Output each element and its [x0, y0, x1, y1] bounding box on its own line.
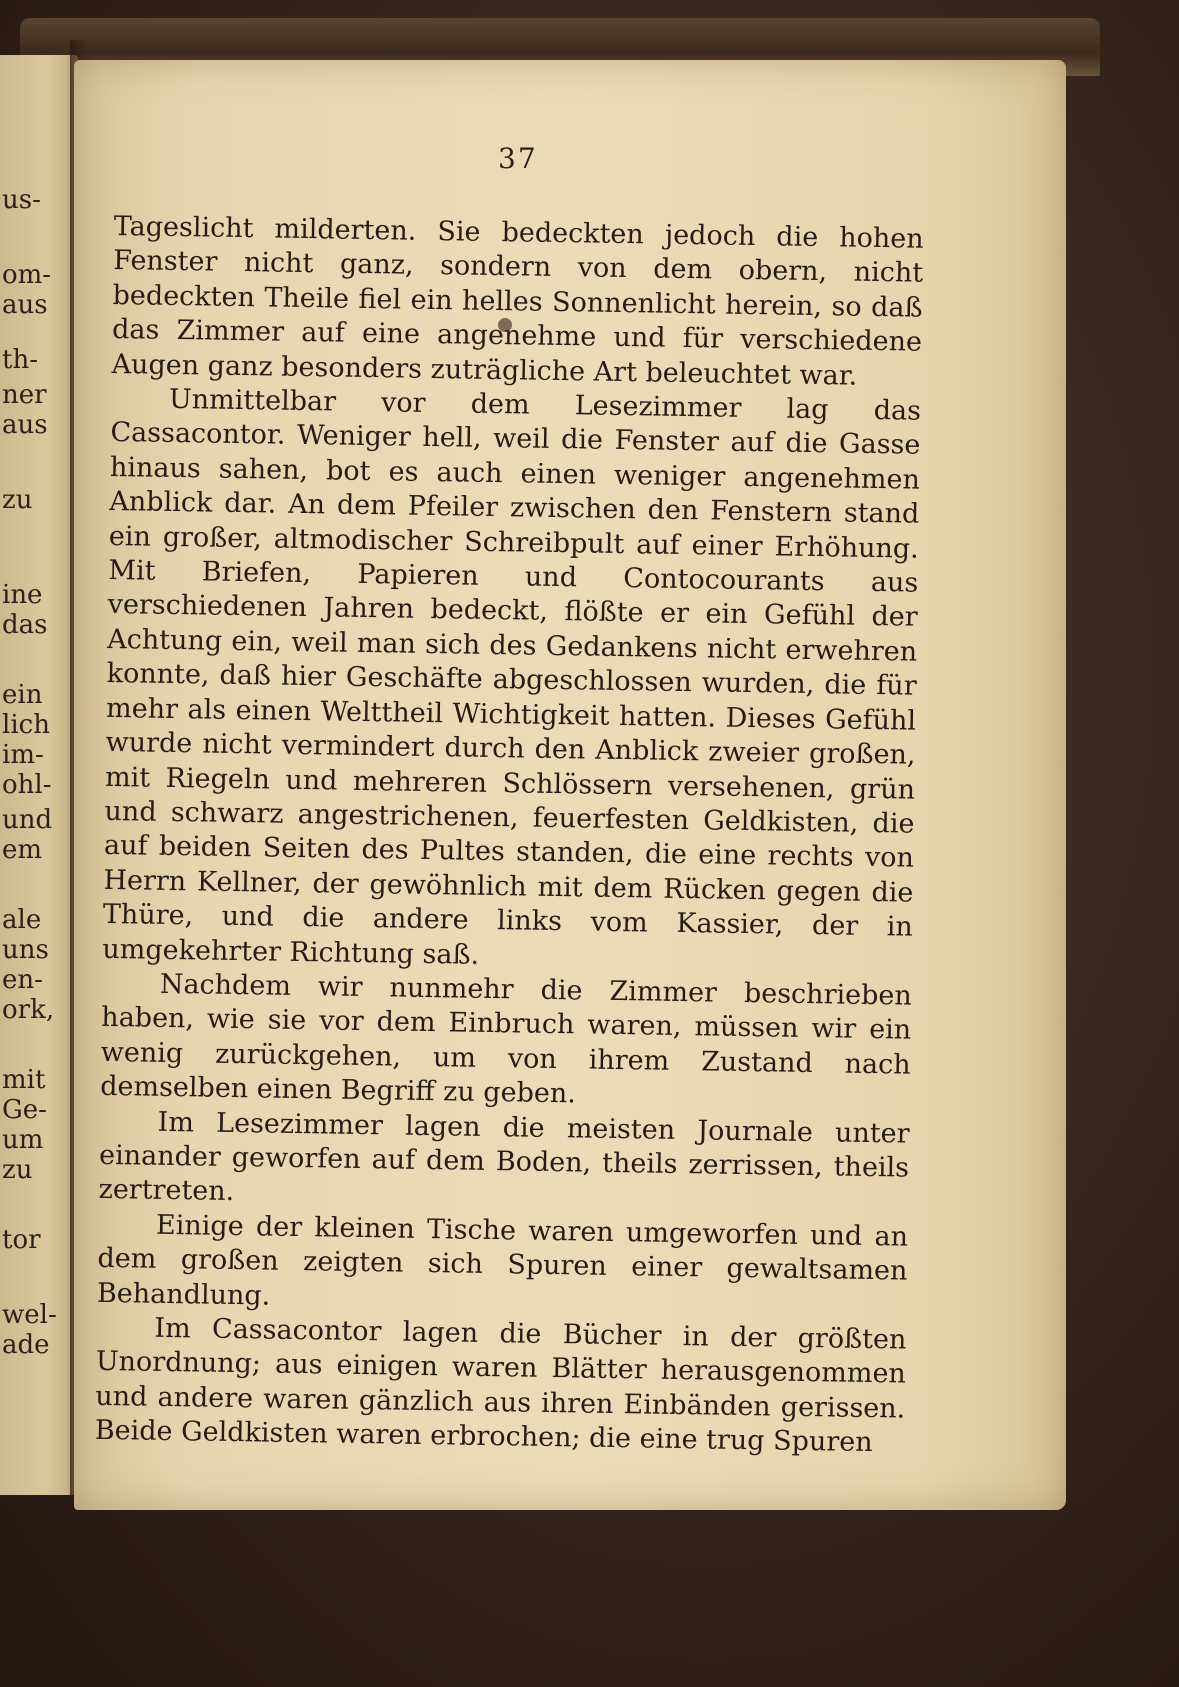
left-page-fragment: aus [2, 290, 48, 320]
left-page-fragment: em [2, 835, 43, 865]
paragraph-5: Einige der kleinen Tische waren umgeworfen und an dem großen zeigten sich Spuren einer gewaltsamen Behandlung. [96, 1209, 909, 1312]
left-page-fragment: th- [2, 345, 38, 375]
left-page-fragment: om- [2, 260, 52, 290]
left-page-fragment: en- [2, 965, 43, 995]
left-page-fragment: ein [2, 680, 43, 710]
left-page-fragment: Ge- [2, 1095, 47, 1125]
left-page-fragment: ork, [2, 995, 55, 1025]
left-page-fragment: und [2, 805, 53, 835]
left-page-fragment: ohl- [2, 770, 52, 800]
left-page-fragment: ale [2, 905, 42, 935]
paragraph-1: Tageslicht milderten. Sie bedeckten jedoch die hohen Fenster nicht ganz, sondern von dem obern, nicht bedeckten Theile fiel ein helles Sonnenlicht herein, so daß das Zimmer auf eine angenehme und für verschiedene Augen ganz besonders zuträgliche Art beleuchtet war. [111, 210, 924, 392]
left-page-fragment: das [2, 610, 48, 640]
left-page-fragment: us- [2, 185, 41, 215]
left-page-fragment: aus [2, 410, 48, 440]
paragraph-2: Unmittelbar vor dem Lesezimmer lag das Cassacontor. Weniger hell, weil die Fenster auf die Gasse hinaus sahen, bot es auch einen weniger angenehmen Anblick dar. An dem Pfeiler zwischen den Fenstern stand ein großer, altmodischer Schreibpult auf einer Erhöhung. Mit Briefen, Papieren und Contocourants aus verschiedenen Jahren bedeckt, flößte er ein Gefühl der Achtung ein, weil man sich des Gedankens nicht erwehren konnte, daß hier Geschäfte abgeschlossen wurden, die für mehr als einen Welttheil Wichtigkeit hatten. Dieses Gefühl wurde nicht vermindert durch den Anblick zweier großen, mit Riegeln und mehreren Schlössern versehenen, grün und schwarz angestrichenen, feuerfesten Geldkisten, die auf beiden Seiten des Pultes standen, die eine rechts von Herrn Kellner, der gewöhnlich mit dem Rücken gegen die Thüre, und die andere links vom Kassier, der in umgekehrter Richtung saß. [102, 383, 922, 971]
page-text [95, 210, 924, 1461]
paragraph-4: Im Lesezimmer lagen die meisten Journale unter einander geworfen auf dem Boden, theils zerrissen, theils zertreten. [98, 1106, 910, 1208]
left-page-fragment: ade [2, 1330, 50, 1360]
left-page-fragment: uns [2, 935, 49, 965]
left-page-fragment: im- [2, 740, 44, 770]
left-page-fragment: mit [2, 1065, 46, 1095]
left-page-fragment: wel- [2, 1300, 57, 1330]
paragraph-6: Im Cassacontor lagen die Bücher in der größten Unordnung; aus einigen waren Blätter herausgenommen und andere waren gänzlich aus ihren Einbänden gerissen. Beide Geldkisten waren erbrochen; die eine trug Spuren [94, 1312, 907, 1459]
paragraph-3: Nachdem wir nunmehr die Zimmer beschrieben haben, wie sie vor dem Einbruch waren, müssen wir ein wenig zurückgehen, um von ihrem Zustand nach demselben einen Begriff zu geben. [99, 968, 912, 1110]
left-page-fragment: tor [2, 1225, 41, 1255]
left-facing-page [0, 55, 78, 1495]
left-page-fragment: ner [2, 380, 47, 410]
left-page-fragment: zu [2, 1155, 33, 1185]
left-page-fragment: lich [2, 710, 50, 740]
left-page-fragment: ine [2, 580, 43, 610]
page-number: 37 [498, 142, 538, 175]
left-page-fragment: um [2, 1125, 44, 1155]
left-page-fragment: zu [2, 485, 33, 515]
